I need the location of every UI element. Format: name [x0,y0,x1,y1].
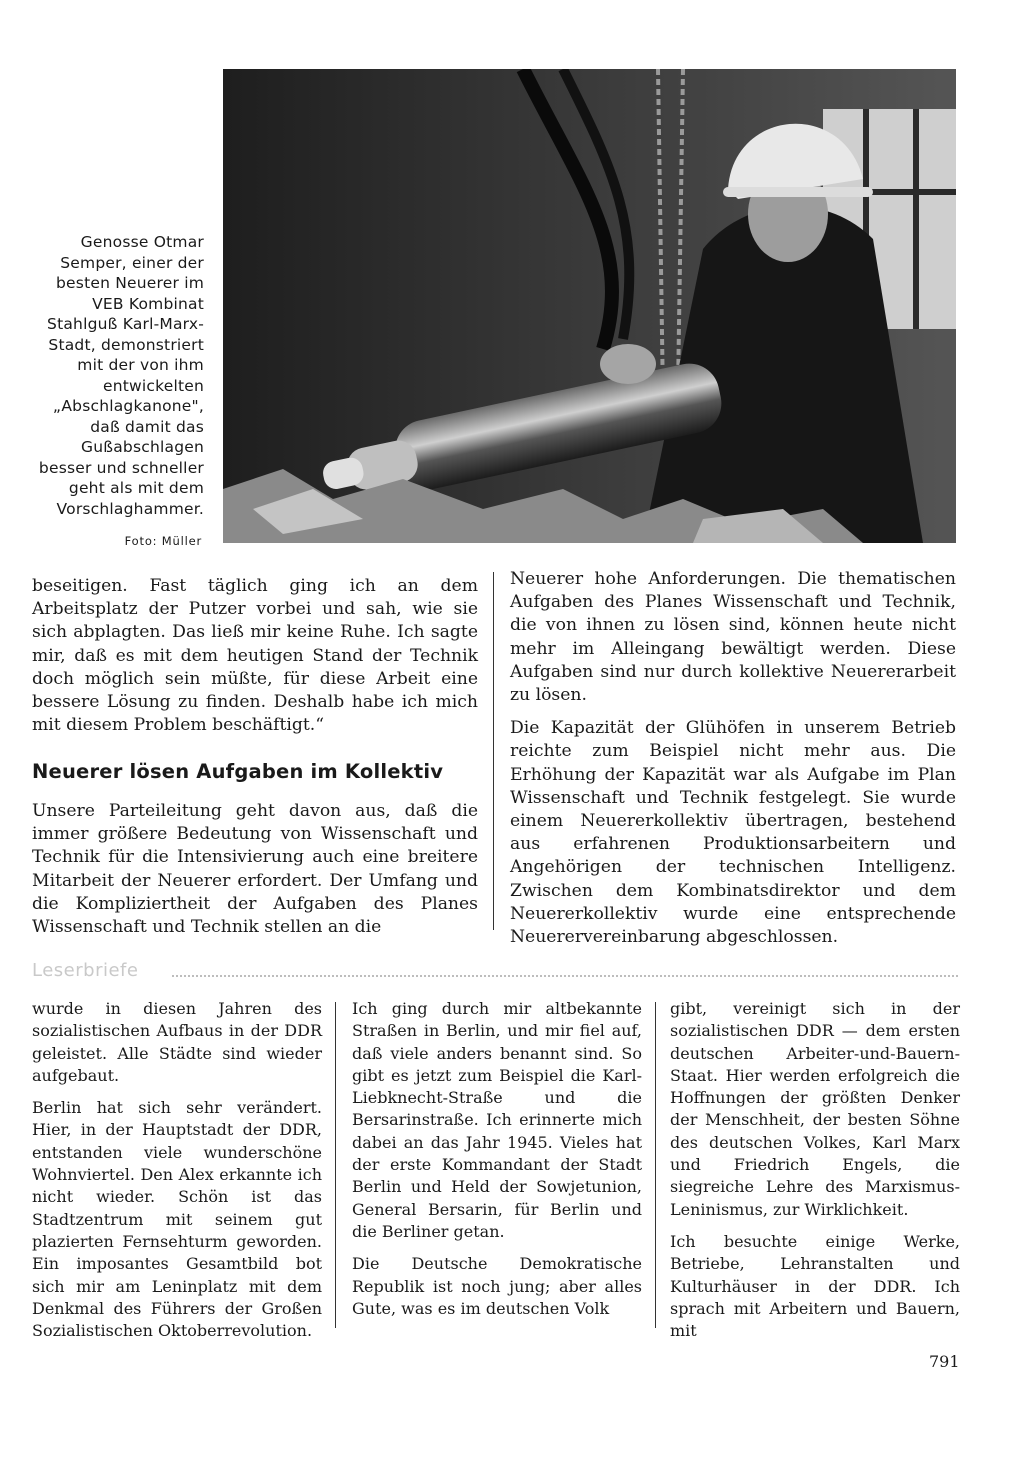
worker-photo-illustration [223,69,956,543]
letters-section-label: Leserbriefe [32,960,139,981]
article-paragraph: Die Kapazität der Glühöfen in unserem Betrieb reichte zum Beispiel nicht mehr aus. Die Erhöhung der Kapazität war als Aufgabe im Plan Wissenschaft und Technik festgelegt. Sie wurde einem Neuererkollektiv übertragen, bestehend aus erfahrenen Produktionsarbeitern und Angehörigen der technischen Intelligenz. Zwischen dem Kombinatsdirektor und dem Neuererkollektiv wurde eine entsprechende Neuerervereinbarung abgeschlossen. [510,718,956,948]
letter-paragraph: gibt, vereinigt sich in der sozialistischen DDR — dem ersten deutschen Arbeiter-und-Bauern-Staat. Hier werden erfolgreich die Hoffnungen der größten Denker der Menschheit, der besten Söhne des deutschen Volkes, Karl Marx und Friedrich Engels, die siegreiche Lehre des Marxismus-Leninismus, zur Wirklichkeit. [670,999,960,1219]
letter-paragraph: Die Deutsche Demokratische Republik ist noch jung; aber alles Gute, was es im deutschen Volk [352,1254,642,1318]
letters-column-1 [32,998,322,1352]
photo-credit: Foto: Müller [124,534,202,548]
article-paragraph: Neuerer hohe Anforderungen. Die thematischen Aufgaben des Planes Wissenschaft und Technik, die von ihnen zu lösen sind, können heute nicht mehr im Alleingang bewältigt werden. Diese Aufgaben sind nur durch kollektive Neuererarbeit zu lösen. [510,569,956,706]
photo-caption-text: Genosse Otmar Semper, einer der besten Neuerer im VEB Kombinat Stahlguß Karl-Marx-Stadt, demonstriert mit der von ihm entwickelten „Abschlagkanone", daß damit das Gußabschlagen besser und schneller geht als mit dem Vorschlaghammer. [38,233,204,518]
article-left-column [32,575,478,747]
column-divider [335,1002,336,1328]
letter-paragraph: wurde in diesen Jahren des sozialistischen Aufbaus in der DDR geleistet. Alle Städte sind wieder aufgebaut. [32,999,322,1085]
letters-column-2 [352,998,642,1330]
column-divider [493,572,494,930]
letter-paragraph: Ich ging durch mir altbekannte Straßen in Berlin, und mir fiel auf, daß viele anders benannt sind. So gibt es jetzt zum Beispiel die Karl-Liebknecht-Straße und die Bersarinstraße. Ich erinnerte mich dabei an das Jahr 1945. Vieles hat der erste Kommandant der Stadt Berlin und Held der Sowjetunion, General Bersarin, für Berlin und die Berliner getan. [352,999,642,1241]
worker-photo [223,69,956,543]
letter-paragraph: Berlin hat sich sehr verändert. Hier, in der Hauptstadt der DDR, entstanden viele wunderschöne Wohnviertel. Den Alex erkannte ich nicht wieder. Schön ist das Stadtzentrum mit seinem gut plazierten Fernsehturm geworden. Ein imposantes Gesamtbild bot sich mir am Leninplatz mit dem Denkmal des Führers der Großen Sozialistischen Oktoberrevolution. [32,1098,322,1341]
column-divider [655,1002,656,1328]
section-heading: Neuerer lösen Aufgaben im Kollektiv [32,760,444,783]
article-left-lower [32,800,478,939]
letters-column-3 [670,998,960,1352]
photo-caption [24,232,204,519]
article-paragraph: beseitigen. Fast täglich ging ich an dem Arbeitsplatz der Putzer vorbei und sah, wie sie sich abplagten. Das ließ mir keine Ruhe. Ich sagte mir, daß es mit dem heutigen Stand der Technik doch möglich sein müßte, für diese Arbeit eine bessere Lösung zu finden. Deshalb habe ich mich mit diesem Problem beschäftigt.“ [32,576,478,736]
page-number: 791 [929,1352,960,1371]
article-right-column [510,568,956,959]
article-paragraph: Unsere Parteileitung geht davon aus, daß die immer größere Bedeutung von Wissenschaft und Technik für die Intensivierung auch eine breitere Mitarbeit der Neuerer erfordert. Der Umfang und die Kompliziertheit der Aufgaben des Planes Wissenschaft und Technik stellen an die [32,801,478,938]
letter-paragraph: Ich besuchte einige Werke, Betriebe, Lehranstalten und Kulturhäuser in der DDR. Ich sprach mit Arbeitern und Bauern, mit [670,1231,960,1341]
section-rule [172,975,958,977]
